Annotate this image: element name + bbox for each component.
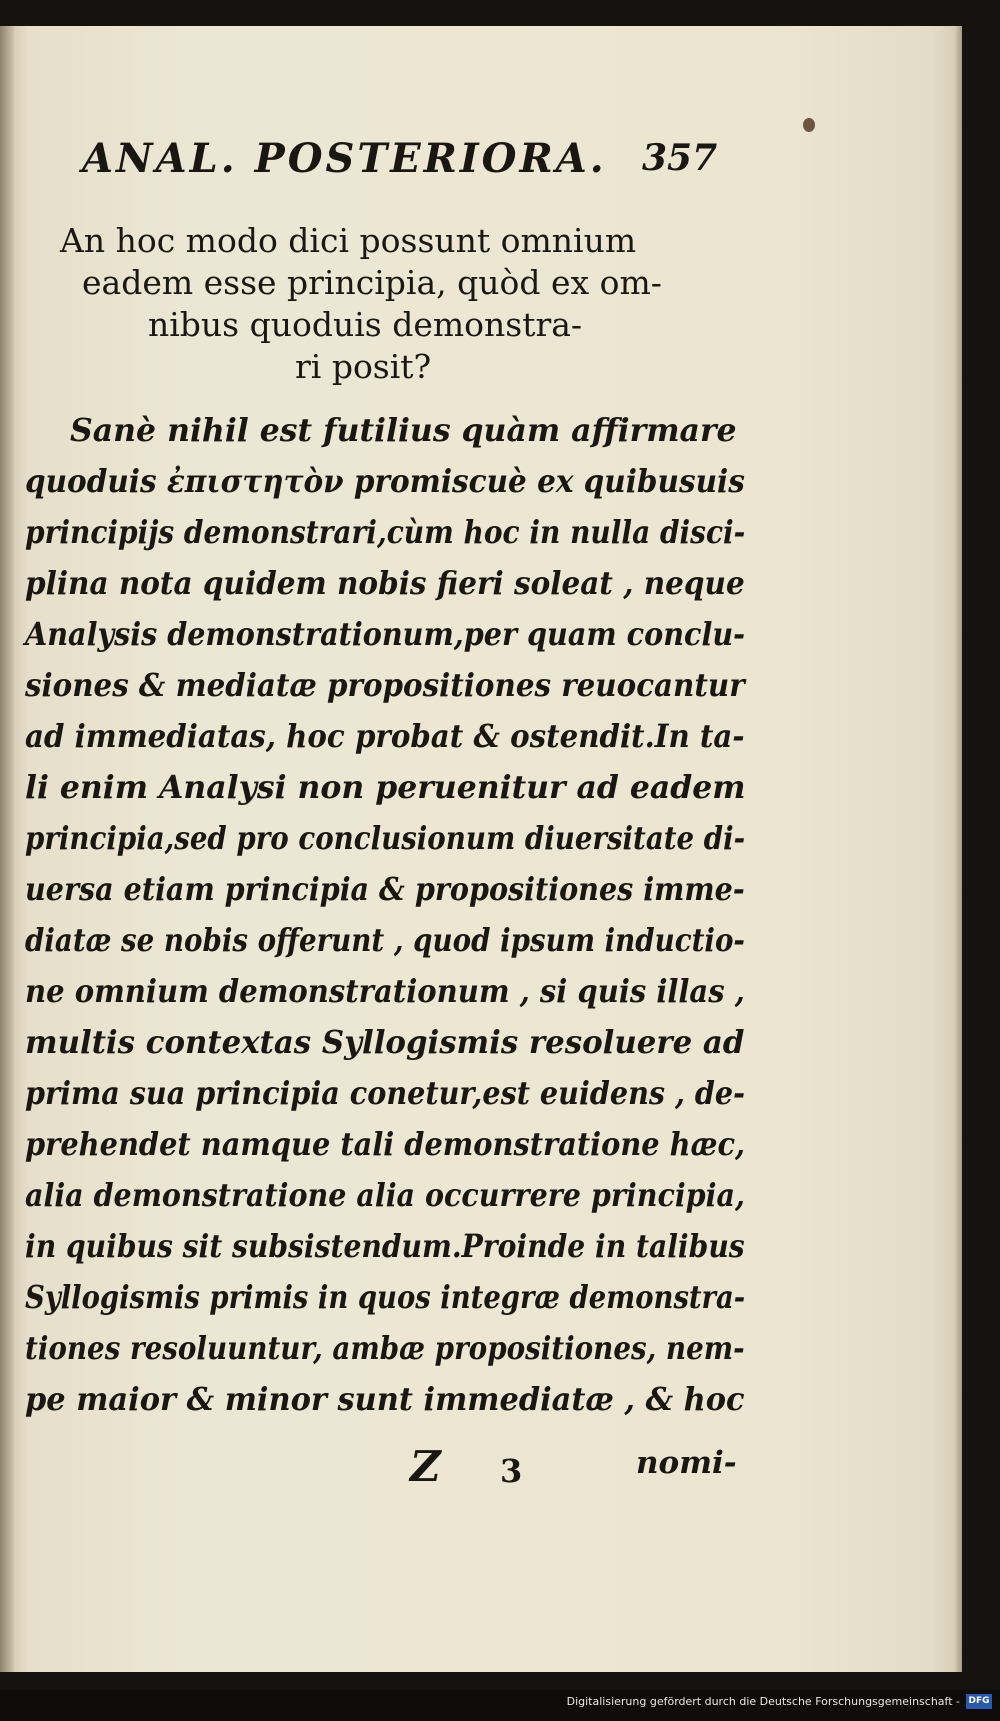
- digitization-credit: Digitalisierung gefördert durch die Deutsche Forschungsgemeinschaft -: [566, 1695, 960, 1708]
- text-line: tiones resoluuntur, ambæ propositiones, nem-: [25, 1330, 745, 1367]
- text-line: Analysis demonstrationum,per quam conclu-: [25, 616, 746, 653]
- section-heading: [60, 220, 680, 400]
- text-line: li enim Analysi non peruenitur ad eadem: [25, 769, 746, 806]
- text-line: ne omnium demonstrationum , si quis illas ,: [25, 973, 745, 1010]
- heading-line: eadem esse principia, quòd ex om-: [82, 263, 662, 302]
- page-edge-shadow: [954, 26, 962, 1672]
- running-head: [82, 115, 722, 195]
- text-line: Sanè nihil est futilius quàm affirmare: [70, 412, 737, 449]
- text-line: siones & mediatæ propositiones reuocantur: [25, 667, 745, 704]
- running-title: ANAL. POSTERIORA.: [82, 135, 607, 182]
- page-gutter-shadow: [0, 26, 14, 1672]
- heading-line: nibus quoduis demonstra-: [148, 305, 583, 344]
- body-text: [25, 412, 745, 1452]
- signature-mark: Z: [410, 1442, 441, 1491]
- text-line: Syllogismis primis in quos integræ demonstra-: [25, 1279, 746, 1316]
- dfg-logo: DFG: [966, 1694, 992, 1709]
- text-line: principijs demonstrari,cùm hoc in nulla disci-: [25, 514, 746, 551]
- paper-stain: [803, 118, 815, 132]
- text-line: alia demonstratione alia occurrere principia,: [25, 1177, 745, 1214]
- text-line: plina nota quidem nobis fieri soleat , neque: [25, 565, 745, 602]
- text-line: quoduis ἐπιστητὸν promiscuè ex quibusuis: [25, 463, 745, 500]
- text-line: uersa etiam principia & propositiones imme-: [25, 871, 745, 908]
- text-line: principia,sed pro conclusionum diuersitate di-: [25, 820, 746, 857]
- text-line: prehendet namque tali demonstratione hæc,: [25, 1126, 746, 1163]
- text-line: ad immediatas, hoc probat & ostendit.In ta-: [25, 718, 745, 755]
- heading-line: An hoc modo dici possunt omnium: [60, 221, 637, 260]
- text-line: prima sua principia conetur,est euidens , de-: [25, 1075, 746, 1112]
- folio-number: 357: [642, 137, 718, 179]
- text-line: multis contextas Syllogismis resoluere ad: [25, 1024, 745, 1061]
- catchword: nomi-: [636, 1445, 737, 1481]
- heading-line: ri posit?: [295, 347, 432, 386]
- text-line: diatæ se nobis offerunt , quod ipsum inductio-: [25, 922, 745, 959]
- signature-number: 3: [500, 1452, 523, 1490]
- text-line: in quibus sit subsistendum.Proinde in talibus: [25, 1228, 745, 1265]
- text-line: pe maior & minor sunt immediatæ , & hoc: [25, 1381, 745, 1418]
- digitization-footer: [0, 1690, 1000, 1721]
